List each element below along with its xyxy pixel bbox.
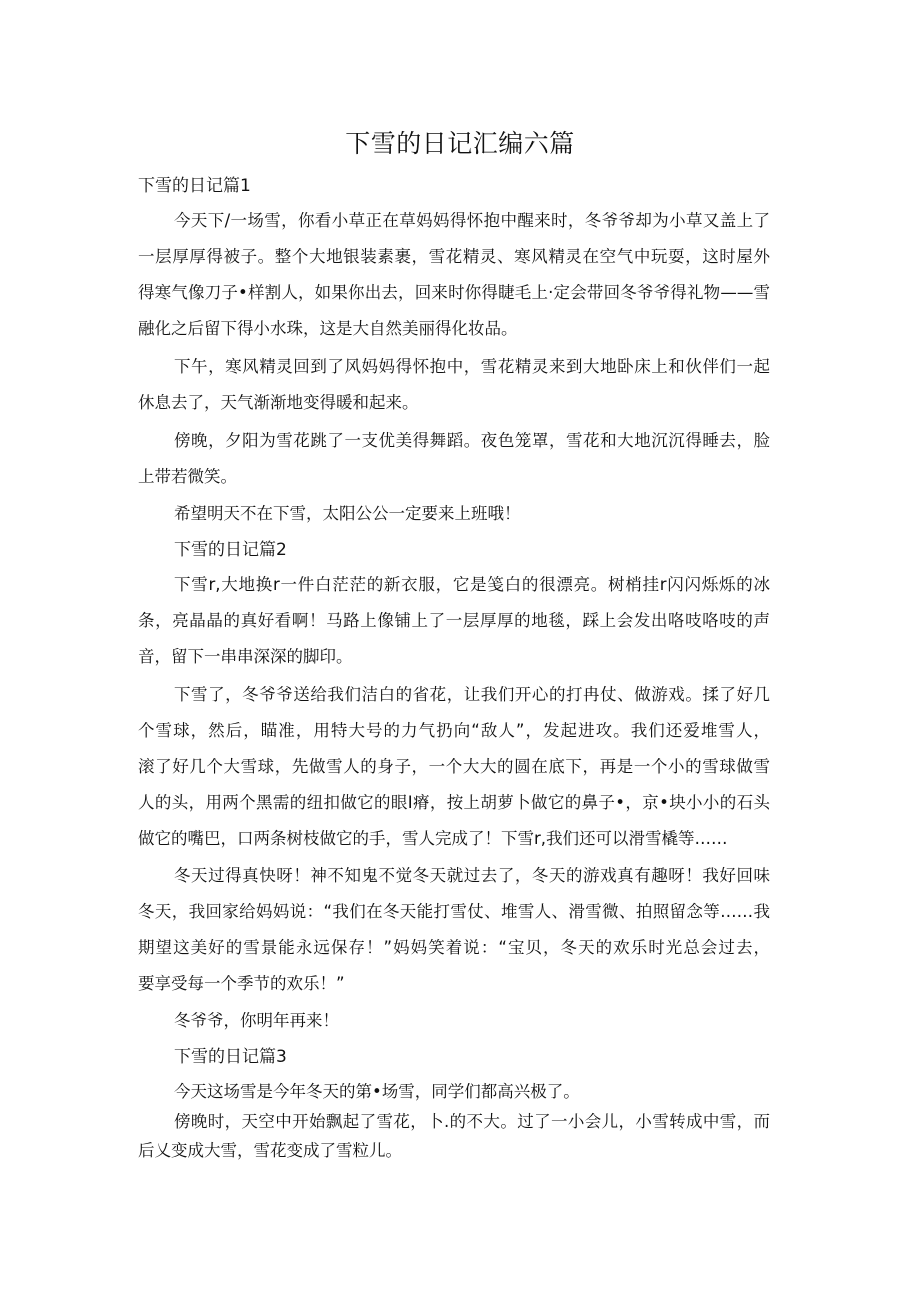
paragraph-line: 滚了好几个大雪球，先做雪人的身子，一个大大的圆在底下，再是一个小的雪球做雪 [138, 757, 770, 776]
paragraph-line: 今天下/一场雪，你看小草正在草妈妈得怀抱中醒来时，冬爷爷却为小草又盖上了 [174, 211, 770, 230]
section-heading-3: 下雪的日记篇3 [174, 1047, 287, 1067]
paragraph-line: 希望明天不在下雪，太阳公公一定要来上班哦！ [174, 504, 521, 523]
paragraph-line: 今天这场雪是今年冬天的第•场雪，同学们都高兴极了。 [174, 1082, 580, 1101]
paragraph-line: 傍晚，夕阳为雪花跳了一支优美得舞蹈。夜色笼罩，雪花和大地沉沉得睡去，脸 [174, 431, 770, 450]
paragraph-line: 下午，寒风精灵回到了风妈妈得怀抱中，雪花精灵来到大地卧床上和伙伴们一起 [174, 357, 770, 376]
paragraph-line: 冬天，我回家给妈妈说：“我们在冬天能打雪仗、堆雪人、滑雪微、拍照留念等……我 [138, 902, 770, 921]
paragraph-line: 下雪了，冬爷爷送给我们洁白的省花，让我们开心的打冉仗、做游戏。揉了好几 [174, 685, 770, 704]
paragraph-line: 做它的嘴巴，口两条树枝做它的手，雪人完成了！下雪r,我们还可以滑雪橇等…… [138, 829, 728, 848]
paragraph-line: 音，留下一串串深深的脚印。 [138, 647, 353, 666]
paragraph-line: 休息去了，天气渐渐地变得暖和起来。 [138, 393, 419, 412]
paragraph-line: 融化之后留下得小水珠，这是大自然美丽得化妆品。 [138, 319, 518, 338]
paragraph-line: 下雪r,大地换r一件白茫茫的新衣服，它是笺白的很漂亮。树梢挂r闪闪烁烁的冰 [174, 575, 770, 594]
paragraph-line: 傍晚时，天空中开始飘起了雪花，卜.的不大。过了一小会儿，小雪转成中雪，而 [174, 1112, 770, 1131]
paragraph-line: 条，亮晶晶的真好看啊！马路上像铺上了一层厚厚的地毯，踩上会发出咯吱咯吱的声 [138, 611, 770, 630]
paragraph-line: 得寒气像刀子•样割人，如果你出去，回来时你得睫毛上·定会带回冬爷爷得礼物——雪 [138, 283, 770, 302]
paragraph-line: 要享受每一个季节的欢乐！” [138, 974, 345, 993]
paragraph-line: 期望这美好的雪景能永远保存！”妈妈笑着说：“宝贝，冬天的欢乐时光总会过去， [138, 938, 770, 957]
section-heading-1: 下雪的日记篇1 [138, 176, 251, 196]
paragraph-line: 上带若微笑。 [138, 467, 237, 486]
paragraph-line: 后乂变成大雪，雪花变成了雪粒儿。 [138, 1141, 402, 1160]
paragraph-line: 人的头，用两个黑需的纽扣做它的眼Ⅰ瘠，按上胡萝卜做它的鼻子•，京•块小小的石头 [138, 793, 770, 812]
paragraph-line: 冬天过得真快呀！神不知鬼不觉冬天就过去了，冬天的游戏真有趣呀！我好回味 [174, 866, 770, 885]
paragraph-line: 冬爷爷，你明年再来！ [174, 1011, 339, 1030]
document-title: 下雪的日记汇编六篇 [345, 129, 575, 158]
paragraph-line: 个雪球，然后，瞄准，用特大号的力气扔向“敌人”，发起进攻。我们还爱堆雪人， [138, 721, 770, 740]
paragraph-line: 一层厚厚得被子。整个大地银装素裹，雪花精灵、寒风精灵在空气中玩耍，这时屋外 [138, 247, 770, 266]
section-heading-2: 下雪的日记篇2 [174, 540, 287, 560]
